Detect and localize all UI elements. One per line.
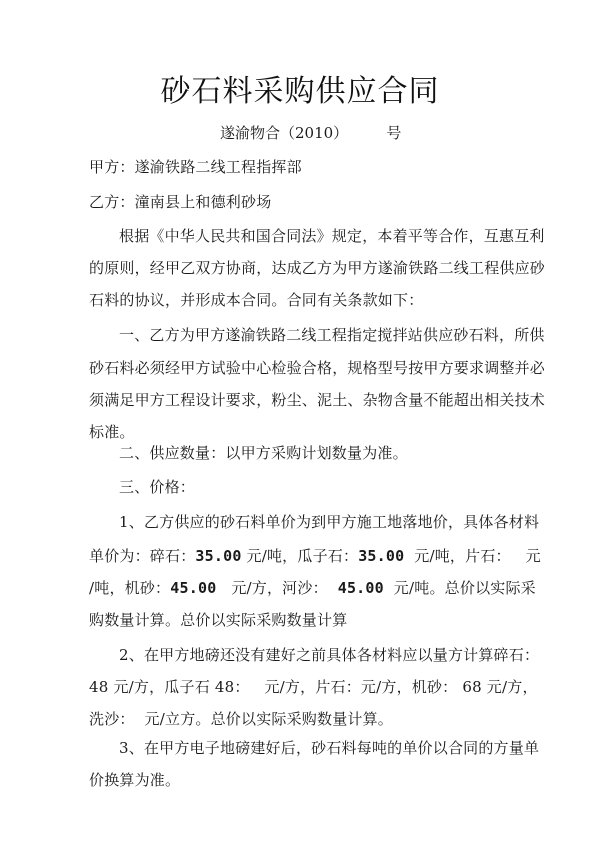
- document-number: 遂渝物合（2010） 号: [220, 124, 402, 142]
- price1-line-2: [89, 546, 541, 566]
- price3-line-2: 价换算为准。: [89, 771, 181, 789]
- price1-line-4: 购数量计算。总价以实际采购数量计算: [89, 611, 348, 629]
- river-sand-price: 45.00: [337, 579, 384, 597]
- gravel-price: 35.00: [195, 547, 242, 565]
- preamble-line-1: 根据《中华人民共和国合同法》规定，本着平等合作，互惠互利: [119, 227, 545, 245]
- price1-text: 单价为：碎石：: [89, 547, 196, 565]
- chip-stone-price: 35.00: [358, 547, 405, 565]
- price1-text: 元/吨。总价以实际采: [383, 579, 536, 597]
- clause2: 二、供应数量：以甲方采购计划数量为准。: [119, 444, 408, 462]
- clause1-line-2: 砂石料必须经甲方试验中心检验合格，规格型号按甲方要求调整并必: [89, 359, 546, 377]
- price1-text: 元/方，河沙：: [216, 579, 338, 597]
- clause1-line-4: 标准。: [89, 423, 135, 441]
- price2-line-2: 48 元/方，瓜子石 48： 元/方，片石：元/方，机砂： 68 元/方，: [89, 678, 538, 696]
- clause3-heading: 三、价格：: [119, 478, 196, 496]
- price2-line-3: 洗沙： 元/立方。总价以实际采购数量计算。: [89, 710, 393, 728]
- preamble-line-3: 石料的协议，并形成本合同。合同有关条款如下：: [89, 291, 424, 309]
- price3-line-1: 3、在甲方电子地磅建好后，砂石料每吨的单价以合同的方量单: [119, 739, 540, 757]
- clause1-line-3: 须满足甲方工程设计要求，粉尘、泥土、杂物含量不能超出相关技术: [89, 391, 546, 409]
- clause1-line-1: 一、乙方为甲方遂渝铁路二线工程指定搅拌站供应砂石料，所供: [119, 326, 545, 344]
- party-a: 甲方：遂渝铁路二线工程指挥部: [89, 158, 302, 176]
- price1-line-1: 1、乙方供应的砂石料单价为到甲方施工地落地价，具体各材料: [119, 513, 540, 531]
- price1-line-3: [89, 578, 536, 598]
- price1-text: /吨，机砂：: [89, 579, 171, 597]
- price1-text: 元/吨，瓜子石：: [241, 547, 359, 565]
- document-title: 砂石料采购供应合同: [160, 74, 440, 109]
- party-b: 乙方：潼南县上和德利砂场: [89, 193, 272, 211]
- price1-text: 元/吨，片石： 元: [404, 547, 541, 565]
- machine-sand-price: 45.00: [170, 579, 217, 597]
- price2-line-1: 2、在甲方地磅还没有建好之前具体各材料应以量方计算碎石：: [119, 646, 540, 664]
- preamble-line-2: 的原则，经甲乙双方协商，达成乙方为甲方遂渝铁路二线工程供应砂: [89, 259, 546, 277]
